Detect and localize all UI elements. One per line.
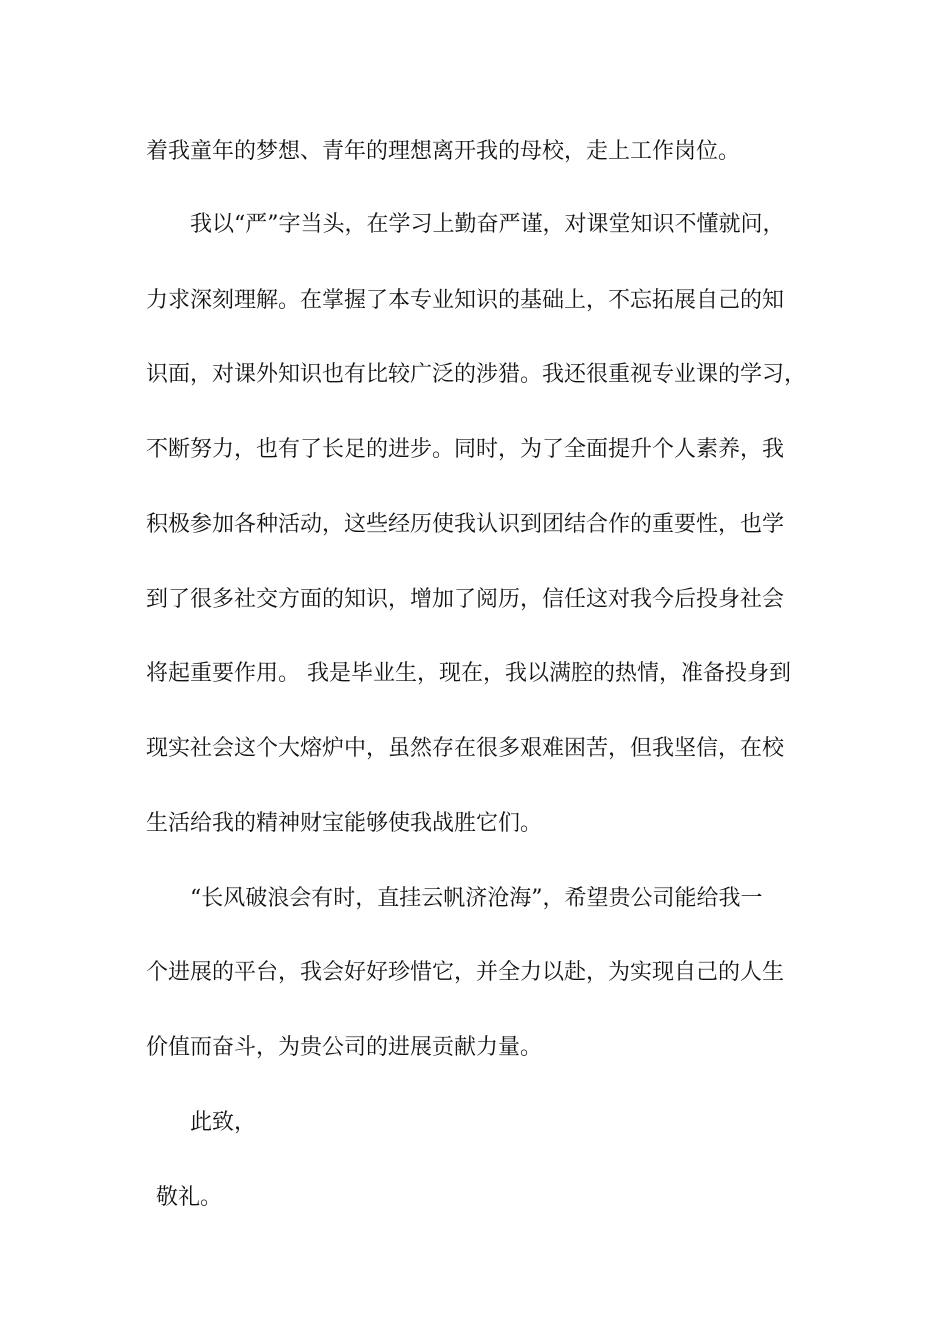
text-line-5: 不断努力，也有了长足的进步。同时，为了全面提升个人素养，我 bbox=[146, 437, 785, 462]
text-line-11: “长风破浪会有时，直挂云帆济沧海”，希望贵公司能给我一 bbox=[190, 886, 763, 911]
text-line-8: 将起重要作用。 我是毕业生，现在，我以满腔的热情，准备投身到 bbox=[146, 661, 791, 686]
text-line-10: 生活给我的精神财宝能够使我战胜它们。 bbox=[146, 811, 543, 836]
text-line-13: 价值而奋斗，为贵公司的进展贡献力量。 bbox=[146, 1035, 543, 1060]
closing-regards: 敬礼。 bbox=[156, 1185, 223, 1210]
text-line-7: 到了很多社交方面的知识，增加了阅历，信任这对我今后投身社会 bbox=[146, 587, 785, 612]
text-line-2: 我以“严”字当头，在学习上勤奋严谨，对课堂知识不懂就问， bbox=[190, 212, 785, 237]
text-line-3: 力求深刻理解。在掌握了本专业知识的基础上，不忘拓展自己的知 bbox=[146, 288, 785, 313]
text-line-9: 现实社会这个大熔炉中，虽然存在很多艰难困苦，但我坚信，在校 bbox=[146, 736, 785, 761]
text-line-6: 积极参加各种活动，这些经历使我认识到团结合作的重要性，也学 bbox=[146, 512, 785, 537]
text-line-4: 识面，对课外知识也有比较广泛的涉猎。我还很重视专业课的学习， bbox=[146, 362, 807, 387]
text-line-12: 个进展的平台，我会好好珍惜它，并全力以赴，为实现自己的人生 bbox=[146, 960, 785, 985]
text-line-1: 着我童年的梦想、青年的理想离开我的母校，走上工作岗位。 bbox=[146, 139, 741, 164]
closing-salutation: 此致， bbox=[190, 1110, 257, 1135]
